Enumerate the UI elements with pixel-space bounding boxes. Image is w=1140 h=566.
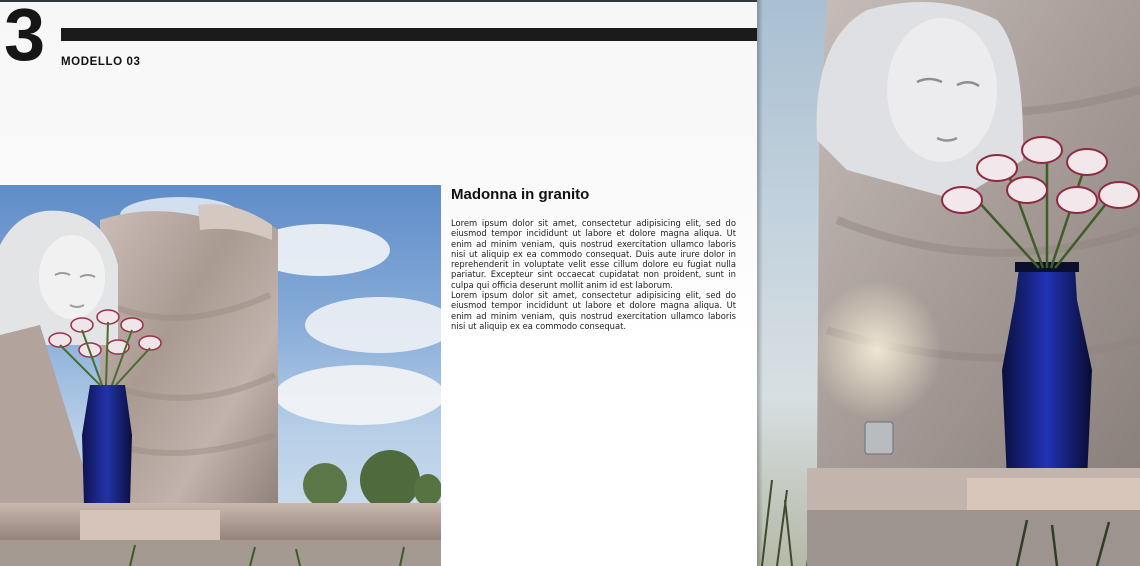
page-fold-shadow <box>757 0 763 566</box>
monument-photo-left <box>0 185 441 566</box>
article-paragraph: Lorem ipsum dolor sit amet, consectetur adipisicing elit, sed do eiusmod tempor incididunt ut labore et dolore magna aliqua. Ut enim ad minim veniam, quis nostrud exercitation ullamco laboris nisi ut aliquip ex ea commodo consequat. Duis aute irure dolor in reprehenderit in voluptate velit esse cillum dolore eu fugiat nulla pariatur. Excepteur sint occaecat cupidatat non proident, sunt in culpa qui officia deserunt mollit anim id est laborum. <box>451 218 736 290</box>
top-edge-line <box>0 0 757 2</box>
article-body <box>451 218 736 331</box>
monument-illustration-right <box>757 0 1140 566</box>
monument-illustration-left <box>0 185 441 566</box>
monument-photo-right <box>757 0 1140 566</box>
article-title: Madonna in granito <box>451 186 590 203</box>
model-label: MODELLO 03 <box>61 56 141 68</box>
section-number: 3 <box>4 0 44 76</box>
header-bar <box>61 28 757 41</box>
article-paragraph: Lorem ipsum dolor sit amet, consectetur adipisicing elit, sed do eiusmod tempor incididunt ut labore et dolore magna aliqua. Ut enim ad minim veniam, quis nostrud exercitation ullamco laboris nisi ut aliquip ex ea commodo consequat. <box>451 290 736 331</box>
